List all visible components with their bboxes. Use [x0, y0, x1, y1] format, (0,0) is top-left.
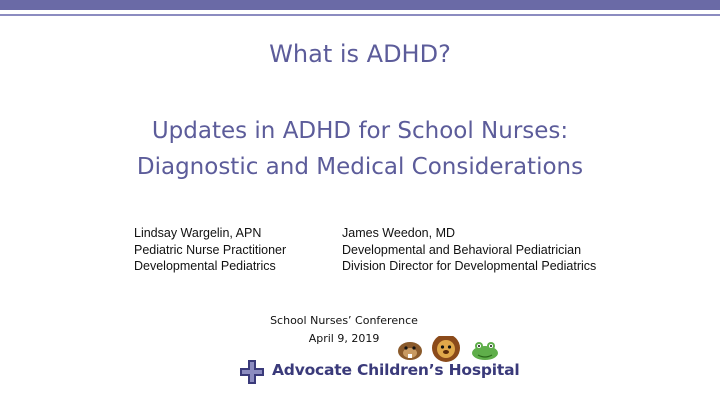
author-name: James Weedon, MD [342, 226, 456, 240]
author-block-1 [134, 225, 286, 275]
event-date: April 9, 2019 [308, 332, 380, 345]
logo-text: Advocate Children’s Hospital [272, 361, 520, 379]
author-department: Developmental Pediatrics [134, 259, 276, 273]
subtitle-line-1: Updates in ADHD for School Nurses: [151, 118, 569, 144]
cross-logo-icon [238, 360, 268, 384]
top-accent-band [0, 0, 720, 10]
author-department: Division Director for Developmental Pediatrics [342, 259, 597, 273]
event-name: School Nurses’ Conference [270, 314, 418, 327]
slide-subtitle [0, 113, 720, 185]
top-accent-rule [0, 14, 720, 16]
slide-title: What is ADHD? [269, 40, 451, 68]
frog-icon [472, 342, 498, 360]
beaver-icon [398, 342, 422, 360]
author-block-2 [342, 225, 596, 275]
advocate-logo [238, 359, 520, 385]
author-role: Pediatric Nurse Practitioner [134, 242, 287, 257]
author-role: Developmental and Behavioral Pediatrician [342, 242, 582, 257]
author-name: Lindsay Wargelin, APN [134, 226, 262, 240]
subtitle-line-2: Diagnostic and Medical Considerations [136, 154, 584, 180]
